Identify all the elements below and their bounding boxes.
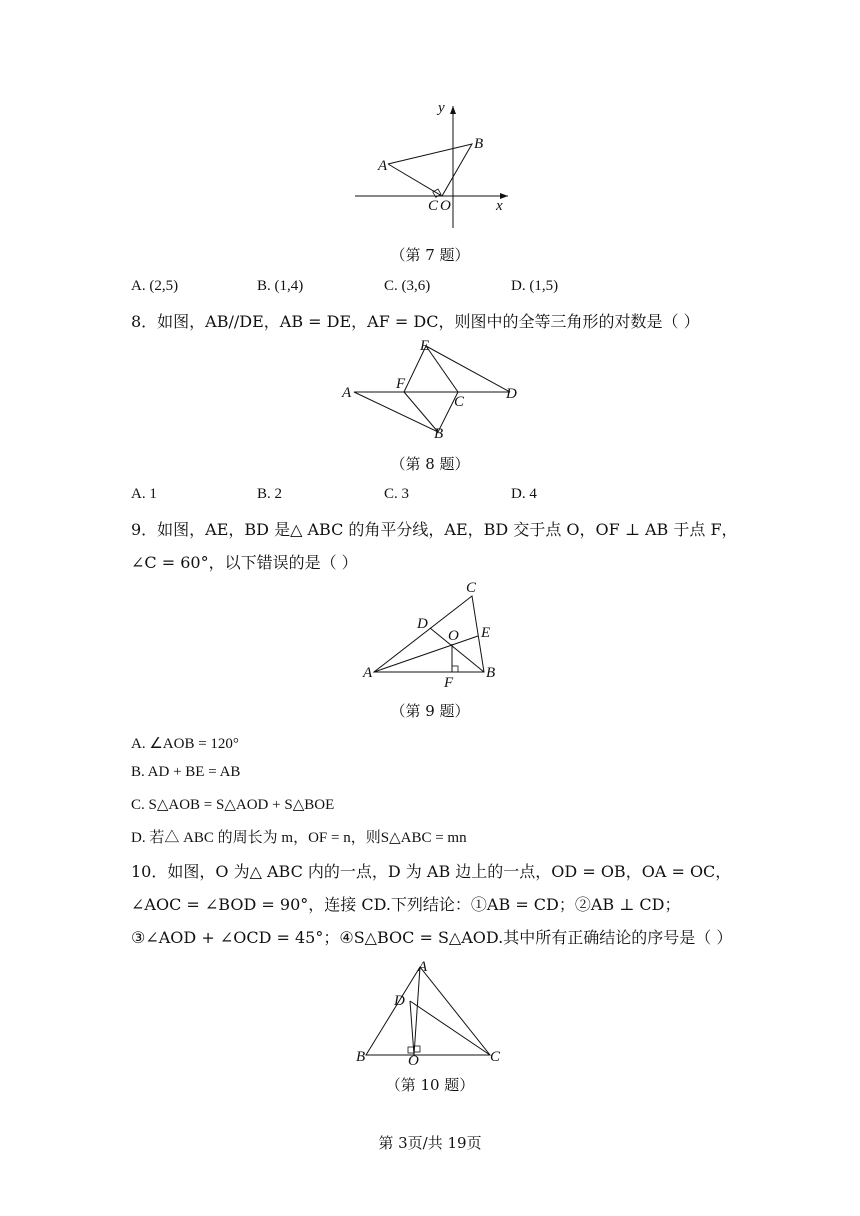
q8-option-b: B. 2	[257, 486, 283, 502]
q10-label-d: D	[394, 993, 405, 1009]
q9-label-d: D	[417, 616, 428, 632]
q8-caption: （第 8 题）	[390, 455, 470, 473]
q9-label-f: F	[444, 675, 454, 691]
q9-option-c: C. S△AOB = S△AOD + S△BOE	[131, 797, 335, 813]
q8-option-a: A. 1	[131, 486, 157, 502]
q8-label-f: F	[396, 376, 406, 392]
q9-diagram	[360, 578, 510, 690]
q10-label-b: B	[356, 1049, 366, 1065]
q7-option-b: B. (1,4)	[257, 278, 304, 294]
figure-q8	[338, 336, 528, 446]
q9-label-b: B	[486, 665, 496, 681]
q8-label-d: D	[506, 386, 517, 402]
q10-label-a: A	[418, 959, 428, 975]
q10-stem-line2: ∠AOC = ∠BOD = 90°，连接 CD.下列结论：①AB = CD；②AB ⊥ CD；	[131, 895, 681, 914]
q9-option-b: B. AD + BE = AB	[131, 764, 241, 780]
q7-label-y: y	[438, 100, 445, 116]
q8-option-c: C. 3	[384, 486, 410, 502]
q8-label-e: E	[420, 338, 430, 354]
q8-diagram	[338, 336, 528, 446]
q8-stem: 8．如图，AB//DE，AB = DE，AF = DC，则图中的全等三角形的对数是（ ）	[131, 312, 700, 331]
figure-q10	[352, 955, 512, 1067]
q9-label-c: C	[466, 580, 477, 596]
q9-label-e: E	[481, 625, 491, 641]
q8-label-c: C	[454, 394, 465, 410]
q10-label-o: O	[408, 1053, 419, 1069]
q7-label-o: O	[440, 198, 451, 214]
q10-label-c: C	[490, 1049, 501, 1065]
q10-diagram	[352, 955, 512, 1067]
q7-label-x: x	[496, 198, 503, 214]
q10-stem-line3: ③∠AOD + ∠OCD = 45°；④S△BOC = S△AOD.其中所有正确结论的序号是（ ）	[131, 928, 733, 947]
q8-label-a: A	[342, 385, 352, 401]
q7-option-c: C. (3,6)	[384, 278, 431, 294]
q7-label-c: C	[428, 198, 439, 214]
figure-q9	[360, 578, 510, 690]
q7-option-a: A. (2,5)	[131, 278, 179, 294]
q8-label-b: B	[434, 426, 444, 442]
q7-label-b: B	[474, 136, 484, 152]
q9-stem-line2: ∠C = 60°，以下错误的是（ ）	[131, 553, 358, 572]
q9-caption: （第 9 题）	[390, 702, 470, 720]
page-footer: 第 3页/共 19页	[378, 1134, 482, 1152]
q9-stem-line1: 9．如图，AE，BD 是△ ABC 的角平分线，AE，BD 交于点 O，OF ⊥ AB 于点 F，	[131, 520, 738, 539]
q7-diagram	[350, 98, 520, 218]
q9-label-a: A	[363, 665, 373, 681]
q10-caption: （第 10 题）	[385, 1076, 475, 1094]
q8-option-d: D. 4	[511, 486, 537, 502]
q9-option-d: D. 若△ ABC 的周长为 m，OF = n，则S△ABC = mn	[131, 830, 467, 846]
q7-option-d: D. (1,5)	[511, 278, 559, 294]
q10-stem-line1: 10．如图，O 为△ ABC 内的一点，D 为 AB 边上的一点，OD = OB，OA = OC，	[131, 862, 732, 881]
q7-caption: （第 7 题）	[390, 246, 470, 264]
q9-option-a: A. ∠AOB = 120°	[131, 736, 239, 752]
figure-q7	[350, 98, 520, 218]
q7-label-a: A	[378, 158, 388, 174]
q9-label-o: O	[448, 628, 459, 644]
